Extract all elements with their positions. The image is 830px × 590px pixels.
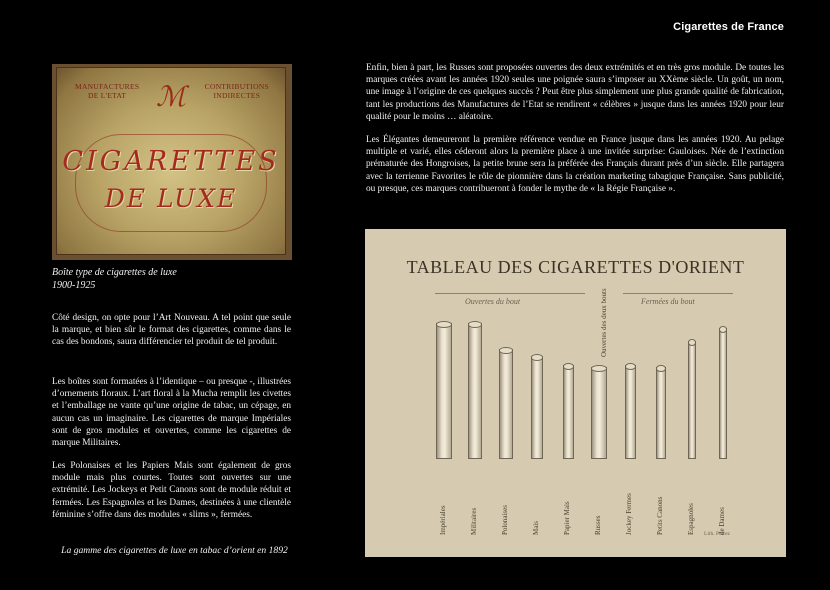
cigarette-end <box>531 354 544 361</box>
cigarette-2 <box>468 323 483 459</box>
group-open-rule <box>435 293 585 294</box>
left-paragraph-3: Les Polonaises et les Papiers Mais sont également de gros module mais plus courtes. Toutes sont ouvertes sur une extrémité. Les Jockeys et Petit Canons sont de module réduit et fermées. Les Espagnoles et les Dames, destinées à une clientèle féminine s’offre dans des modules « slims », fermées. <box>52 461 291 520</box>
cigarette-end <box>563 363 574 370</box>
group-open-label: Ouvertes du bout <box>465 297 521 306</box>
group-both-label: Ouvertes des deux bouts <box>600 288 608 357</box>
cigarette-3 <box>499 349 514 459</box>
box-logo-line1: CIGARETTES <box>62 146 280 177</box>
cigarette-end <box>436 321 452 328</box>
cigarette-label-6: Russes <box>594 515 602 535</box>
cigarette-end <box>468 321 483 328</box>
left-paragraph-1: Côté design, on opte pour l’Art Nouveau. A tel point que seule la marque, et bien sûr le format des cigarettes, comme dans le cas des bondons, saura différencier tel produit de tel produit. <box>52 313 291 348</box>
cigarette-label-7: Jockey Fermes <box>625 493 633 535</box>
tableau-illustration <box>365 229 786 557</box>
cigarette-10 <box>719 328 727 459</box>
cigarette-end <box>625 363 636 370</box>
cigarette-end <box>688 339 696 346</box>
tableau-caption: La gamme des cigarettes de luxe en tabac d’orient en 1892 <box>61 545 288 556</box>
cigarette-box-photo <box>52 64 292 260</box>
cigarette-1 <box>436 323 452 459</box>
cigarette-4 <box>531 356 544 459</box>
photo-caption-line2: 1900-1925 <box>52 279 96 291</box>
group-closed-rule <box>623 293 733 294</box>
photo-caption <box>52 267 292 292</box>
cigarette-label-9: Espagnoles <box>687 503 695 535</box>
group-closed-label: Fermées du bout <box>641 297 695 306</box>
page-header-title: Cigarettes de France <box>673 21 784 33</box>
cigarette-label-4: Mais <box>532 521 540 535</box>
cigarette-6 <box>591 367 607 459</box>
cigarette-8 <box>656 367 666 459</box>
left-paragraph-2: Les boîtes sont formatées à l’identique – ou presque -, illustrées d’ornements floraux. L’art floral à la Mucha remplit les civettes et l’emballage ne vante qu’une origine de tabac, un cépage, en aucun cas un imaginaire. Les cigarettes de marque Impériales sont de gros modules et ouvertes, comme les cigarettes de marque Militaires. <box>52 377 291 449</box>
lithographer-stamp: Lith. Poirez <box>704 531 730 537</box>
cigarette-end <box>591 365 607 372</box>
cigarette-end <box>719 326 727 333</box>
box-logo-line2: DE LUXE <box>104 184 238 213</box>
box-lid <box>56 67 286 255</box>
photo-caption-line1: Boîte type de cigarettes de luxe <box>52 267 177 278</box>
cigarette-label-10: de Dames <box>718 507 726 535</box>
tableau-title: TABLEAU DES CIGARETTES D'ORIENT <box>406 257 745 277</box>
cigarette-label-2: Militaires <box>470 507 478 535</box>
cigarette-label-3: Polonaises <box>501 505 509 535</box>
cigarette-label-5: Papier Mais <box>563 501 571 535</box>
right-paragraph-1: Enfin, bien à part, les Russes sont proposées ouvertes des deux extrémités et en très gros module. De toutes les marques créées avant les années 1920 seules une poignée saura s’imposer au XXème siècle. Un goût, un nom, une image à l’origine de ces quelques succès ? Peut être plus simplement une plus grande qualité de fabrication, tant les productions des Manufactures de l’Etat se rendirent « célèbres » jusque dans les années 1920 pour leur qualité pour le moins … aléatoire. <box>366 63 784 122</box>
cigarette-9 <box>688 341 696 459</box>
right-paragraph-2: Les Élégantes demeureront la première référence vendue en France jusque dans les années 1920. Au pelage multiple et varié, elles céderont alors la première place à une invitée surprise: Gauloises. Née de l’extinction prématurée des Hongroises, la petite brune sera la préférée des Français durant près d’un siècle. Elle partagera avec la terrienne Favorites le rôle de pionnière dans la création marketing tabagique Française. Sans publicité, ou presque, ces marques contribueront à fonder le mythe de « la Régie Française ». <box>366 135 784 194</box>
box-monogram: ℳ <box>156 80 186 113</box>
cigarette-label-1: Impériales <box>439 505 447 535</box>
cigarette-end <box>499 347 514 354</box>
cigarette-end <box>656 365 666 372</box>
cigarette-5 <box>563 365 574 459</box>
cigarette-7 <box>625 365 636 459</box>
box-corner-left-text: MANUFACTURES DE L'ETAT <box>75 82 140 100</box>
box-corner-right-text: CONTRIBUTIONS INDIRECTES <box>204 82 269 100</box>
cigarette-label-8: Petits Canons <box>656 496 664 535</box>
